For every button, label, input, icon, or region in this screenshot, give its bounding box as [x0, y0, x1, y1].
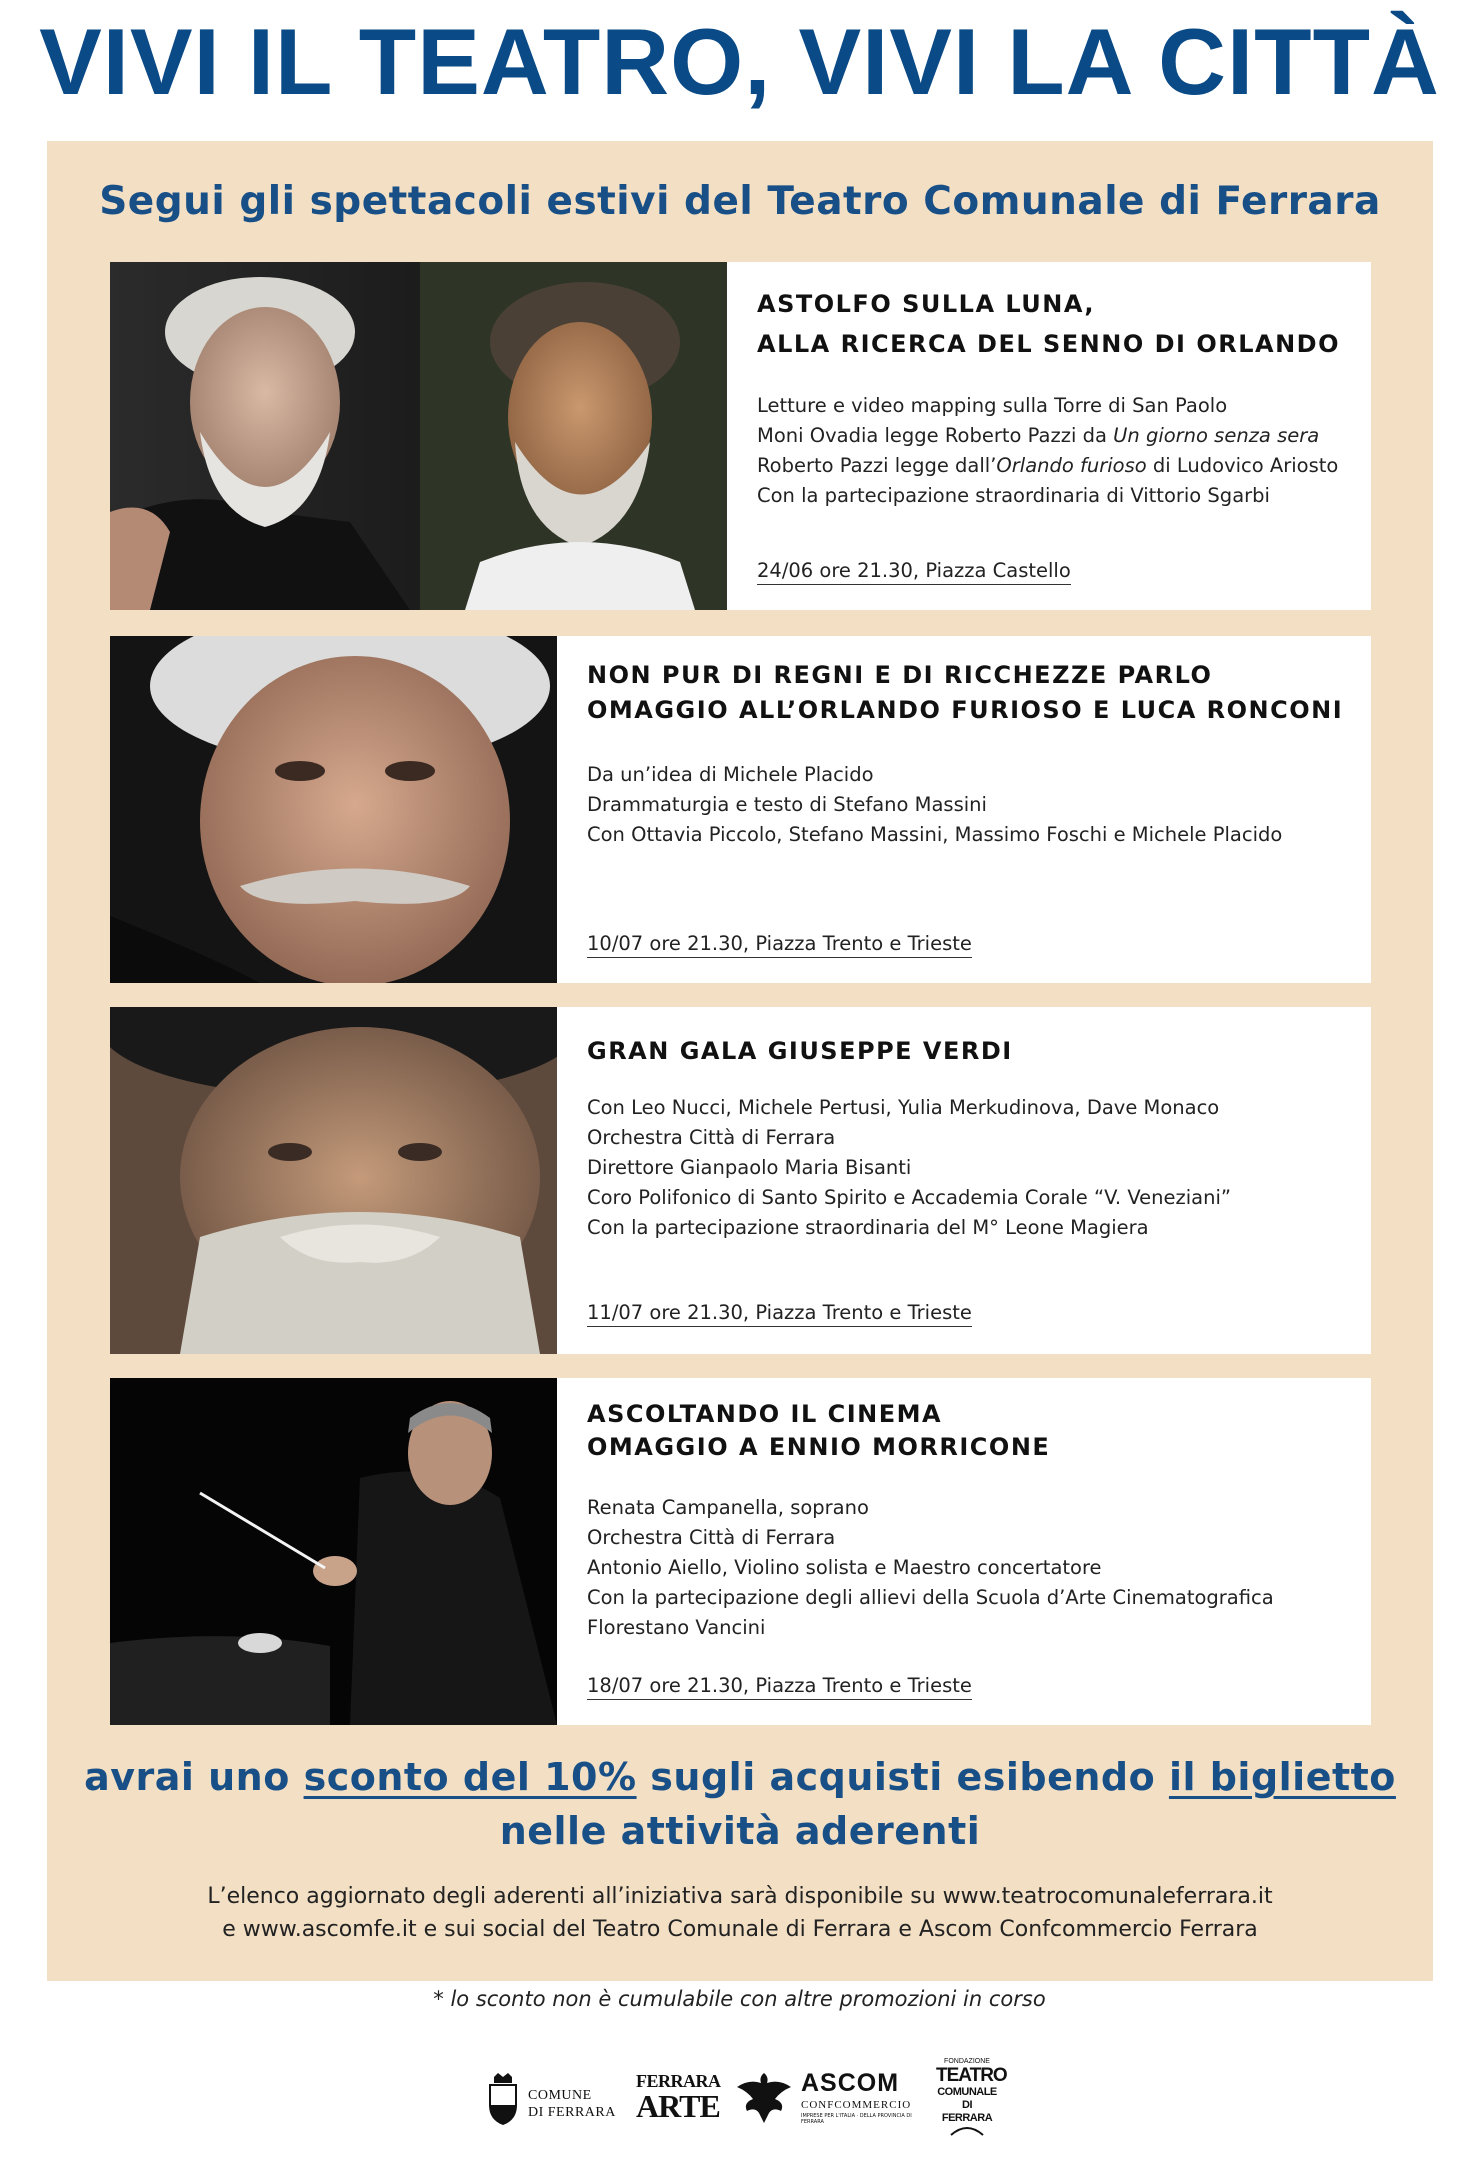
event-info-astolfo: [727, 262, 1371, 610]
promo-text: avrai uno: [84, 1755, 304, 1799]
event-detail-line: [587, 790, 1282, 820]
promo-discount: sconto del 10%: [303, 1755, 637, 1799]
event-date: 24/06 ore 21.30, Piazza Castello: [757, 559, 1071, 585]
event-detail-text: Da un’idea di Michele Placido: [587, 763, 874, 786]
event-info-non-pur-di-regni: [557, 636, 1371, 983]
logo-text: COMUNE: [528, 2088, 592, 2103]
event-title-line: OMAGGIO A ENNIO MORRICONE: [587, 1433, 1051, 1461]
event-detail-text: Direttore Gianpaolo Maria Bisanti: [587, 1156, 912, 1179]
event-detail-line: [587, 1153, 1231, 1183]
event-detail-text: Orchestra Città di Ferrara: [587, 1126, 836, 1149]
event-detail-line: [587, 820, 1282, 850]
comune-di-ferrara-logo: [488, 2073, 618, 2129]
event-details: [587, 760, 1282, 850]
event-detail-text: Drammaturgia e testo di Stefano Massini: [587, 793, 987, 816]
event-details: [757, 391, 1338, 511]
logo-text: TEATRO: [936, 2065, 1007, 2086]
coat-of-arms-icon: [488, 2073, 518, 2125]
event-title-line: ASCOLTANDO IL CINEMA: [587, 1400, 943, 1428]
event-info-gran-gala-verdi: [557, 1007, 1371, 1354]
event-detail-text: Roberto Pazzi legge dall’: [757, 454, 997, 477]
event-title-line: ALLA RICERCA DEL SENNO DI ORLANDO: [757, 330, 1340, 358]
event-info-ascoltando-il-cinema: [557, 1378, 1371, 1725]
event-detail-text: Un giorno senza sera: [1113, 424, 1320, 447]
event-detail-text: Con la partecipazione straordinaria del M° Leone Magiera: [587, 1216, 1149, 1239]
event-detail-text: Con la partecipazione degli allievi della Scuola d’Arte Cinematografica: [587, 1586, 1274, 1609]
event-detail-text: Coro Polifonico di Santo Spirito e Accademia Corale “V. Veneziani”: [587, 1186, 1231, 1209]
ferrara-arte-logo: [636, 2071, 721, 2127]
logo-text: DI FERRARA: [528, 2105, 616, 2120]
event-detail-text: Moni Ovadia legge Roberto Pazzi da: [757, 424, 1114, 447]
event-title-line: ASTOLFO SULLA LUNA,: [757, 290, 1096, 318]
event-date: 11/07 ore 21.30, Piazza Trento e Trieste: [587, 1301, 972, 1327]
logo-text: CONFCOMMERCIO: [801, 2099, 912, 2111]
event-detail-line: [587, 1183, 1231, 1213]
event-photo-ascoltando-il-cinema: [110, 1378, 557, 1725]
event-date: 18/07 ore 21.30, Piazza Trento e Trieste: [587, 1674, 972, 1700]
event-detail-text: di Ludovico Ariosto: [1146, 454, 1339, 477]
event-detail-line: [757, 451, 1338, 481]
event-card-gran-gala-verdi: [110, 1007, 1371, 1354]
event-photo-gran-gala-verdi: [110, 1007, 557, 1354]
footnote: * lo sconto non è cumulabile con altre promozioni in corso: [433, 1987, 1046, 2011]
promo-ticket: il biglietto: [1168, 1755, 1396, 1799]
event-card-astolfo: [110, 262, 1371, 610]
event-detail-line: [757, 421, 1338, 451]
event-detail-line: [587, 1583, 1274, 1613]
event-detail-text: Renata Campanella, soprano: [587, 1496, 869, 1519]
discount-promo: [47, 1750, 1433, 1858]
page-title: VIVI IL TEATRO, VIVI LA CITTÀ: [39, 9, 1440, 114]
event-detail-line: [587, 1213, 1231, 1243]
logo-text: ARTE: [636, 2088, 720, 2124]
info-line: L’elenco aggiornato degli aderenti all’iniziativa sarà disponibile su www.teatrocomunaleferrara.it: [207, 1884, 1273, 1909]
event-detail-text: Antonio Aiello, Violino solista e Maestro concertatore: [587, 1556, 1102, 1579]
event-detail-line: [587, 1493, 1274, 1523]
info-line: e www.ascomfe.it e sui social del Teatro Comunale di Ferrara e Ascom Confcommercio Ferrara: [222, 1917, 1258, 1942]
event-detail-line: [757, 391, 1338, 421]
logo-text: IMPRESE PER L'ITALIA · DELLA PROVINCIA DI FERRARA: [801, 2113, 912, 2125]
event-detail-text: Orchestra Città di Ferrara: [587, 1526, 836, 1549]
event-card-ascoltando-il-cinema: [110, 1378, 1371, 1725]
ascom-confcommercio-logo: [735, 2069, 915, 2129]
event-detail-text: Con la partecipazione straordinaria di Vittorio Sgarbi: [757, 484, 1270, 507]
event-date: 10/07 ore 21.30, Piazza Trento e Trieste: [587, 932, 972, 958]
panel-subtitle: Segui gli spettacoli estivi del Teatro Comunale di Ferrara: [99, 179, 1381, 224]
logo-text: ASCOM: [801, 2069, 900, 2097]
event-detail-line: [757, 481, 1338, 511]
logo-text: FONDAZIONE: [944, 2058, 990, 2065]
event-detail-line: [587, 1123, 1231, 1153]
event-details: [587, 1493, 1274, 1643]
event-detail-text: Florestano Vancini: [587, 1616, 766, 1639]
logo-text: FERRARA: [636, 2071, 721, 2091]
participants-info: [47, 1880, 1433, 1946]
logo-text: DI FERRARA: [941, 2099, 993, 2124]
logo-text: COMUNALE: [937, 2086, 997, 2098]
eagle-icon: [735, 2069, 793, 2125]
event-details: [587, 1093, 1231, 1243]
teatro-comunale-ferrara-logo: [936, 2057, 1007, 2143]
event-title-line: NON PUR DI REGNI E DI RICCHEZZE PARLO: [587, 661, 1213, 689]
event-title-line: OMAGGIO ALL’ORLANDO FURIOSO E LUCA RONCONI: [587, 696, 1344, 724]
event-title-line: GRAN GALA GIUSEPPE VERDI: [587, 1037, 1013, 1065]
event-card-non-pur-di-regni: [110, 636, 1371, 983]
event-detail-line: [587, 1093, 1231, 1123]
event-detail-line: [587, 1553, 1274, 1583]
event-detail-text: Con Ottavia Piccolo, Stefano Massini, Massimo Foschi e Michele Placido: [587, 823, 1283, 846]
swirl-icon: [947, 2125, 987, 2139]
event-detail-line: [587, 1613, 1274, 1643]
event-detail-text: Con Leo Nucci, Michele Pertusi, Yulia Merkudinova, Dave Monaco: [587, 1096, 1220, 1119]
events-panel: [47, 141, 1433, 1981]
event-photo-non-pur-di-regni: [110, 636, 557, 983]
promo-text: sugli acquisti esibendo: [636, 1755, 1169, 1799]
event-detail-line: [587, 760, 1282, 790]
event-photo-astolfo: [110, 262, 727, 610]
sponsor-logos: [0, 2055, 1479, 2145]
event-detail-line: [587, 1523, 1274, 1553]
event-detail-text: Orlando furioso: [996, 454, 1147, 477]
event-detail-text: Letture e video mapping sulla Torre di San Paolo: [757, 394, 1228, 417]
promo-text-line2: nelle attività aderenti: [499, 1809, 981, 1853]
